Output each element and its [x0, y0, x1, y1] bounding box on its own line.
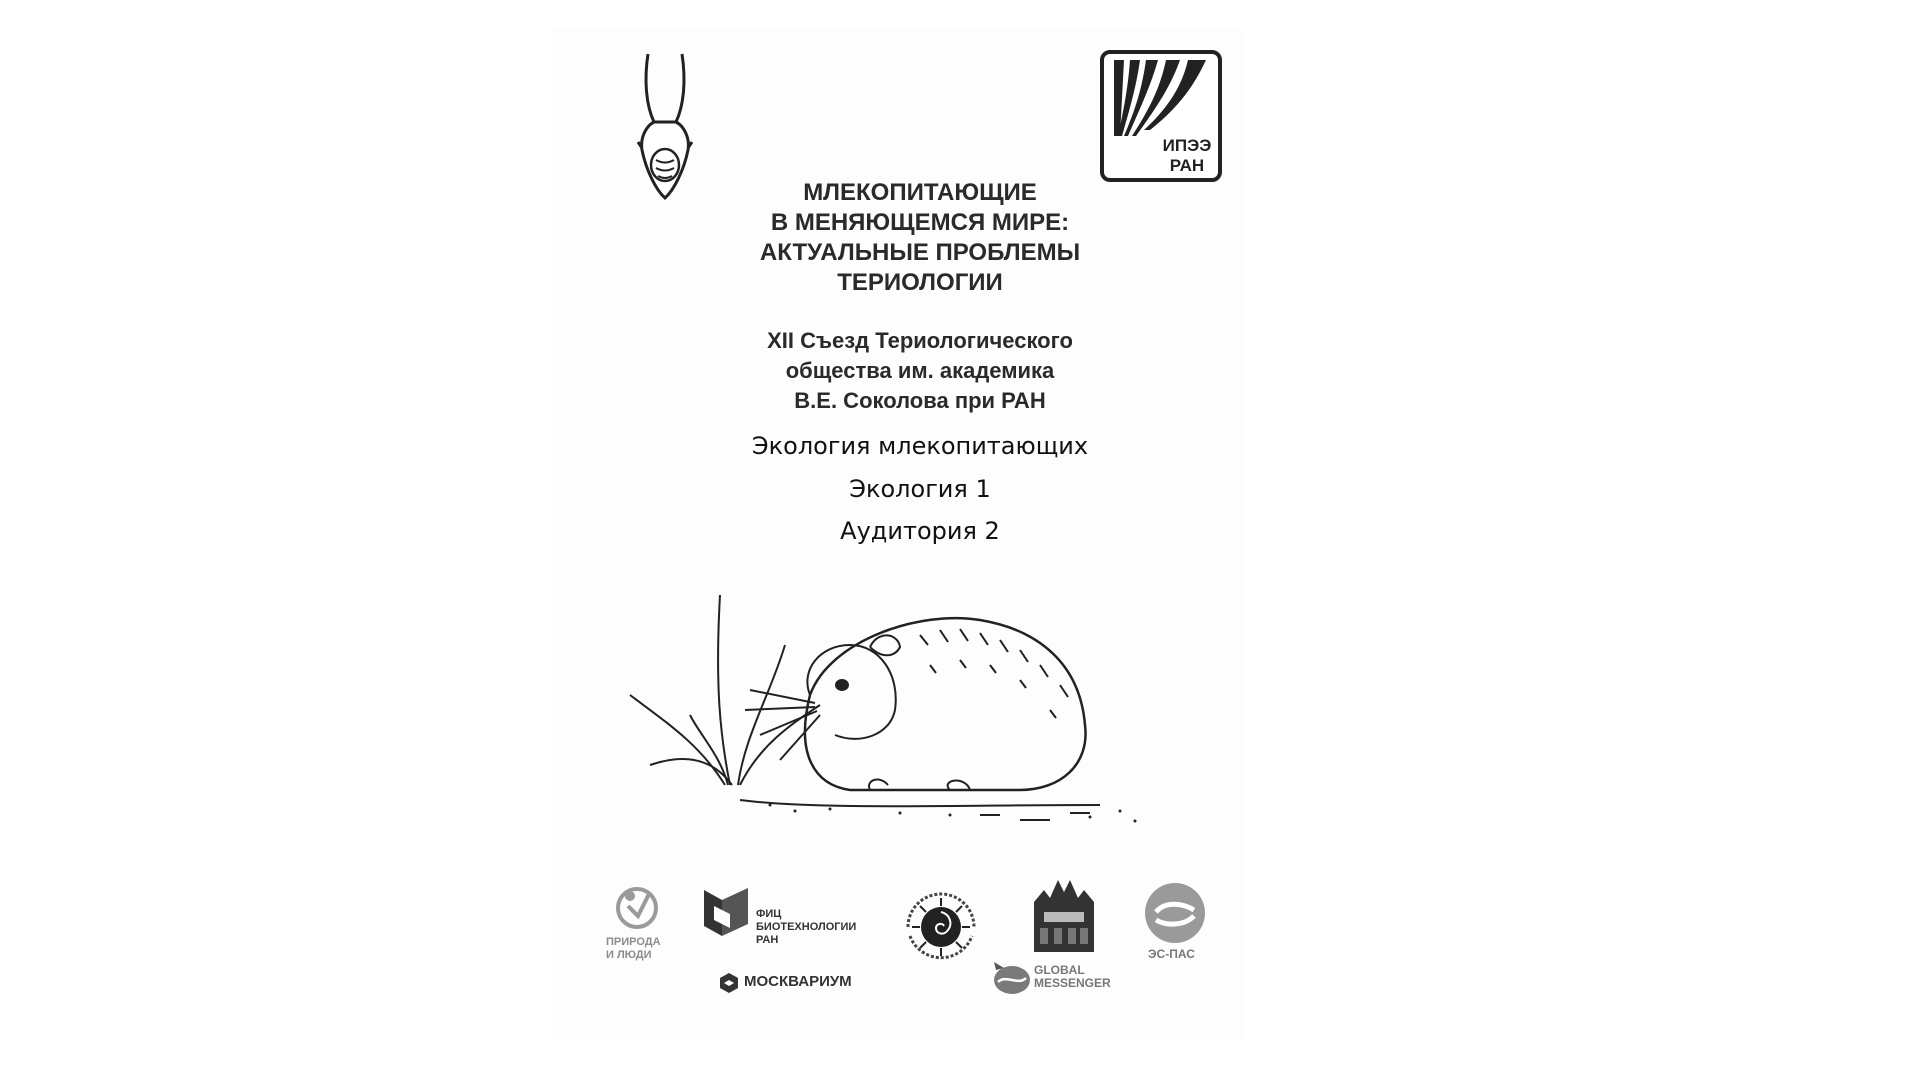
moskvarium-hex-icon	[718, 972, 740, 994]
lemming-illustration-icon	[620, 585, 1180, 840]
fic-cube-icon	[700, 884, 752, 940]
fic-label: ФИЦ	[756, 908, 782, 920]
espas-circle-icon	[1144, 882, 1206, 944]
moskvarium-logo	[718, 970, 878, 994]
global-messenger-logo	[990, 956, 1130, 996]
session-section: Экология 1	[849, 475, 991, 503]
session-room: Аудитория 2	[840, 517, 1000, 545]
conference-subtitle	[620, 326, 1220, 416]
ipee-ran-logo	[1100, 50, 1222, 182]
fic-label: РАН	[756, 934, 779, 946]
priroda-figure-icon	[614, 882, 660, 930]
title-line: ТЕРИОЛОГИИ	[837, 269, 1003, 296]
ipee-stripes-icon	[1110, 58, 1216, 138]
ipee-label: ИПЭЭ	[1162, 136, 1212, 155]
fic-biotech-logo	[700, 884, 880, 946]
fic-label: БИОТЕХНОЛОГИИ	[756, 921, 857, 933]
global-messenger-icon	[990, 956, 1032, 996]
priroda-logo	[606, 882, 686, 966]
subtitle-line: В.Е. Соколова при РАН	[794, 388, 1046, 413]
conference-title	[620, 178, 1220, 298]
espas-logo	[1140, 882, 1210, 962]
priroda-label: ПРИРОДА	[606, 936, 661, 948]
espas-label: ЭС-ПАС	[1148, 947, 1195, 961]
priroda-label: И ЛЮДИ	[606, 949, 652, 961]
moskvarium-label: МОСКВАРИУМ	[744, 973, 852, 990]
title-line: В МЕНЯЮЩЕМСЯ МИРЕ:	[770, 209, 1070, 236]
darwin-museum-seal-icon	[898, 884, 984, 970]
subtitle-line: общества им. академика	[785, 358, 1055, 383]
messenger-label: MESSENGER	[1034, 976, 1111, 990]
title-line: МЛЕКОПИТАЮЩИЕ	[803, 179, 1037, 206]
session-topic: Экология млекопитающих	[751, 432, 1089, 460]
global-label: GLOBAL	[1034, 963, 1085, 977]
title-line: АКТУАЛЬНЫЕ ПРОБЛЕМЫ	[759, 239, 1081, 266]
subtitle-line: XII Съезд Териологического	[767, 328, 1073, 353]
ran-label: РАН	[1169, 156, 1205, 175]
museum-building-icon	[1030, 876, 1098, 954]
